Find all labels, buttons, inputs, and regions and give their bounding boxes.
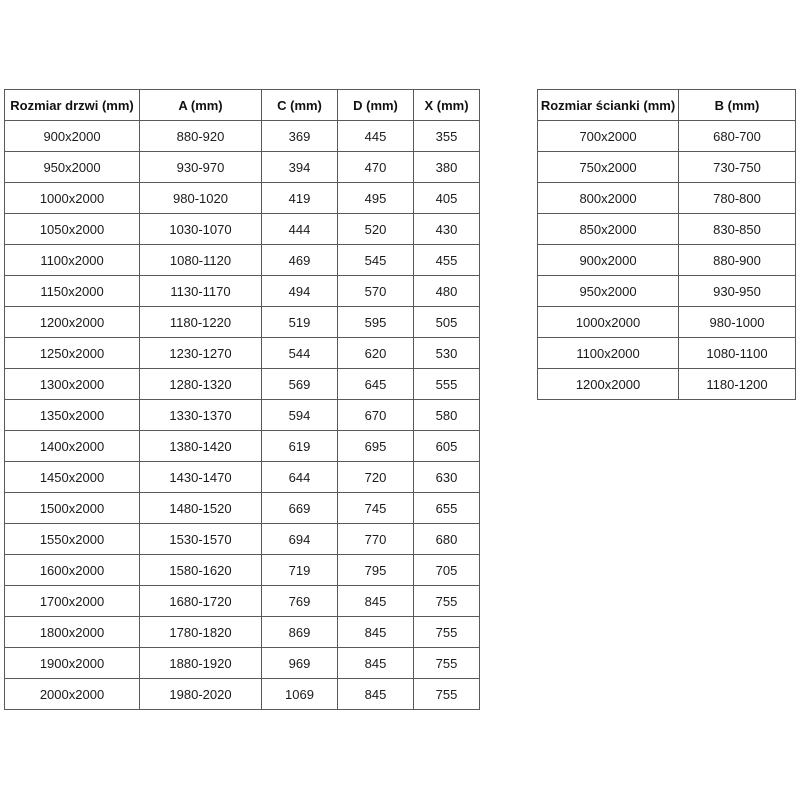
table-cell: 495 (338, 183, 414, 214)
table-cell: 980-1020 (140, 183, 262, 214)
table-cell: 1450x2000 (5, 462, 140, 493)
table-cell: 755 (414, 586, 480, 617)
table-row (5, 307, 480, 338)
table-cell: 1530-1570 (140, 524, 262, 555)
table-cell: 1700x2000 (5, 586, 140, 617)
table-cell: 795 (338, 555, 414, 586)
table-cell: 950x2000 (5, 152, 140, 183)
table-cell: 594 (262, 400, 338, 431)
table-row (538, 338, 796, 369)
table-row (5, 462, 480, 493)
table-cell: 869 (262, 617, 338, 648)
table-cell: 455 (414, 245, 480, 276)
table-cell: 730-750 (679, 152, 796, 183)
table-cell: 830-850 (679, 214, 796, 245)
table-cell: 1000x2000 (538, 307, 679, 338)
column-header: Rozmiar ścianki (mm) (538, 90, 679, 121)
table-row (5, 493, 480, 524)
table-cell: 620 (338, 338, 414, 369)
table-cell: 470 (338, 152, 414, 183)
table-cell: 1080-1100 (679, 338, 796, 369)
table-cell: 1069 (262, 679, 338, 710)
table-cell: 1080-1120 (140, 245, 262, 276)
table-cell: 2000x2000 (5, 679, 140, 710)
table-row (5, 152, 480, 183)
table-cell: 1800x2000 (5, 617, 140, 648)
table-row (5, 214, 480, 245)
table-cell: 755 (414, 617, 480, 648)
table-cell: 494 (262, 276, 338, 307)
table-cell: 355 (414, 121, 480, 152)
table-row (5, 276, 480, 307)
table-cell: 655 (414, 493, 480, 524)
table-cell: 770 (338, 524, 414, 555)
data-table (537, 89, 796, 400)
table-cell: 900x2000 (538, 245, 679, 276)
header-row (538, 90, 796, 121)
table-row (538, 245, 796, 276)
table-row (538, 307, 796, 338)
table-cell: 1980-2020 (140, 679, 262, 710)
table-cell: 780-800 (679, 183, 796, 214)
table-cell: 1500x2000 (5, 493, 140, 524)
table-cell: 850x2000 (538, 214, 679, 245)
table-cell: 845 (338, 648, 414, 679)
table-row (538, 183, 796, 214)
table-cell: 800x2000 (538, 183, 679, 214)
table-cell: 720 (338, 462, 414, 493)
table-cell: 605 (414, 431, 480, 462)
table-row (538, 121, 796, 152)
table-cell: 880-900 (679, 245, 796, 276)
table-cell: 670 (338, 400, 414, 431)
table-cell: 705 (414, 555, 480, 586)
table-cell: 669 (262, 493, 338, 524)
table-row (5, 245, 480, 276)
table-cell: 680-700 (679, 121, 796, 152)
table-cell: 1780-1820 (140, 617, 262, 648)
table-cell: 369 (262, 121, 338, 152)
table-cell: 930-950 (679, 276, 796, 307)
table-cell: 1350x2000 (5, 400, 140, 431)
column-header: A (mm) (140, 90, 262, 121)
table-cell: 969 (262, 648, 338, 679)
table-cell: 680 (414, 524, 480, 555)
table-cell: 745 (338, 493, 414, 524)
table-cell: 430 (414, 214, 480, 245)
table-cell: 545 (338, 245, 414, 276)
table-cell: 1480-1520 (140, 493, 262, 524)
table-cell: 405 (414, 183, 480, 214)
table-cell: 719 (262, 555, 338, 586)
table-cell: 469 (262, 245, 338, 276)
table-cell: 1250x2000 (5, 338, 140, 369)
table-cell: 1180-1200 (679, 369, 796, 400)
table-cell: 695 (338, 431, 414, 462)
table-cell: 700x2000 (538, 121, 679, 152)
column-header: Rozmiar drzwi (mm) (5, 90, 140, 121)
table-cell: 1180-1220 (140, 307, 262, 338)
data-table (4, 89, 480, 710)
table-cell: 630 (414, 462, 480, 493)
table-row (5, 369, 480, 400)
table-cell: 694 (262, 524, 338, 555)
table-cell: 1400x2000 (5, 431, 140, 462)
table-cell: 950x2000 (538, 276, 679, 307)
table-row (538, 152, 796, 183)
column-header: C (mm) (262, 90, 338, 121)
wall-sizes-table (537, 89, 796, 400)
table-row (5, 586, 480, 617)
table-row (5, 183, 480, 214)
table-cell: 930-970 (140, 152, 262, 183)
table-cell: 880-920 (140, 121, 262, 152)
table-cell: 1200x2000 (538, 369, 679, 400)
column-header: X (mm) (414, 90, 480, 121)
table-cell: 1300x2000 (5, 369, 140, 400)
table-cell: 444 (262, 214, 338, 245)
table-row (5, 338, 480, 369)
table-cell: 1100x2000 (5, 245, 140, 276)
table-cell: 580 (414, 400, 480, 431)
table-cell: 394 (262, 152, 338, 183)
table-cell: 980-1000 (679, 307, 796, 338)
table-cell: 1380-1420 (140, 431, 262, 462)
table-cell: 900x2000 (5, 121, 140, 152)
table-cell: 644 (262, 462, 338, 493)
table-cell: 769 (262, 586, 338, 617)
table-cell: 520 (338, 214, 414, 245)
table-cell: 1580-1620 (140, 555, 262, 586)
table-row (538, 276, 796, 307)
table-cell: 1430-1470 (140, 462, 262, 493)
table-row (538, 214, 796, 245)
table-cell: 1200x2000 (5, 307, 140, 338)
table-cell: 619 (262, 431, 338, 462)
table-cell: 519 (262, 307, 338, 338)
table-cell: 645 (338, 369, 414, 400)
column-header: D (mm) (338, 90, 414, 121)
table-cell: 530 (414, 338, 480, 369)
table-cell: 1100x2000 (538, 338, 679, 369)
table-cell: 750x2000 (538, 152, 679, 183)
table-row (538, 369, 796, 400)
table-row (5, 400, 480, 431)
table-row (5, 431, 480, 462)
table-cell: 845 (338, 679, 414, 710)
table-cell: 595 (338, 307, 414, 338)
table-cell: 380 (414, 152, 480, 183)
table-row (5, 679, 480, 710)
table-cell: 1050x2000 (5, 214, 140, 245)
table-cell: 555 (414, 369, 480, 400)
table-cell: 480 (414, 276, 480, 307)
table-cell: 1600x2000 (5, 555, 140, 586)
table-row (5, 121, 480, 152)
table-row (5, 555, 480, 586)
table-cell: 1880-1920 (140, 648, 262, 679)
table-row (5, 524, 480, 555)
header-row (5, 90, 480, 121)
table-cell: 1030-1070 (140, 214, 262, 245)
table-cell: 544 (262, 338, 338, 369)
table-cell: 845 (338, 617, 414, 648)
table-cell: 570 (338, 276, 414, 307)
table-cell: 445 (338, 121, 414, 152)
table-row (5, 617, 480, 648)
table-cell: 845 (338, 586, 414, 617)
table-cell: 1280-1320 (140, 369, 262, 400)
table-cell: 1330-1370 (140, 400, 262, 431)
table-cell: 755 (414, 679, 480, 710)
table-cell: 1230-1270 (140, 338, 262, 369)
table-cell: 1150x2000 (5, 276, 140, 307)
table-cell: 1550x2000 (5, 524, 140, 555)
table-cell: 755 (414, 648, 480, 679)
door-sizes-table (4, 89, 480, 710)
table-cell: 569 (262, 369, 338, 400)
table-cell: 1900x2000 (5, 648, 140, 679)
table-cell: 1130-1170 (140, 276, 262, 307)
table-cell: 1680-1720 (140, 586, 262, 617)
table-cell: 419 (262, 183, 338, 214)
table-row (5, 648, 480, 679)
table-cell: 1000x2000 (5, 183, 140, 214)
table-cell: 505 (414, 307, 480, 338)
column-header: B (mm) (679, 90, 796, 121)
